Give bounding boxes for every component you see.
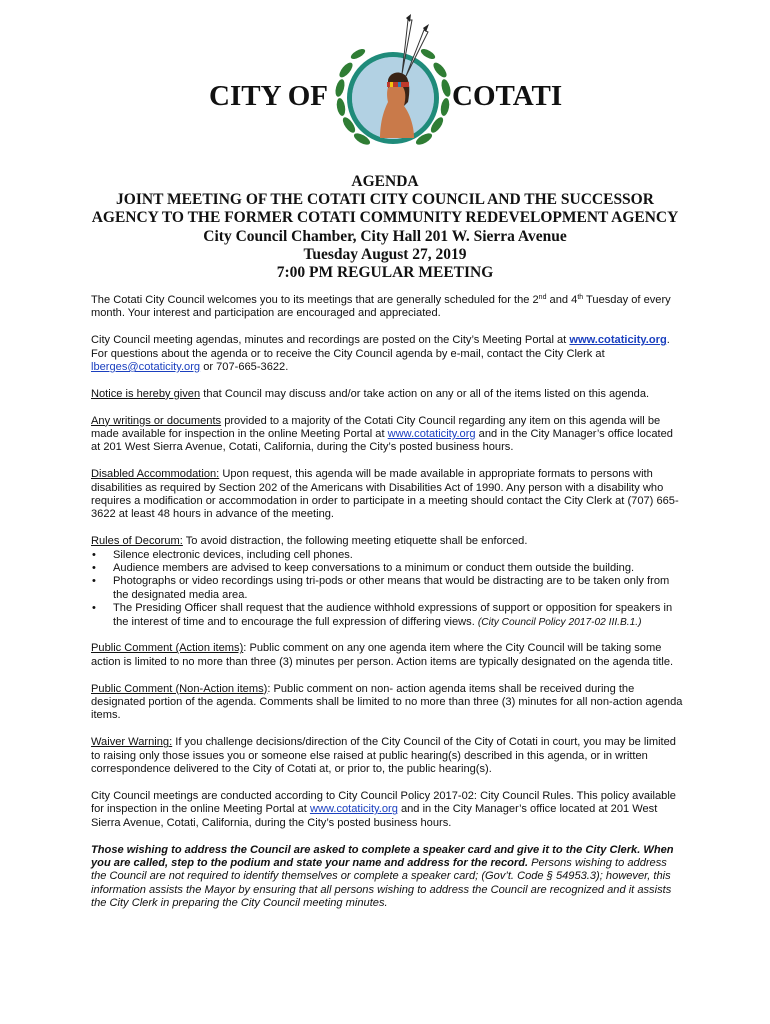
portal-paragraph: City Council meeting agendas, minutes and recordings are posted on the City’s Meeting Portal at www.cotaticity.org. For questions about the agenda or to receive the City Council agenda by e-mail, contact the City Clerk at lberges@cotaticity.org or 707-665-3622.	[91, 334, 670, 374]
bullet-icon: •	[92, 548, 96, 561]
disabled-accommodation-paragraph: Disabled Accommodation: Upon request, this agenda will be made available in appropriate formats to persons with disabilities as required by Section 202 of the Americans with Disabilities Act of 1990. Any person with a disability who requires a modification or accommodation in order to participate in a meeting should contact the City Clerk at (707) 665-3622 at least 48 hours in advance of the meeting.	[91, 468, 679, 521]
writings-paragraph: Any writings or documents provided to a majority of the Cotati City Council regarding any item on this agenda will be made available for inspection in the online Meeting Portal at www.cotaticity.org and in the City Manager’s office located at 201 West Sierra Avenue, Cotati, California, during the City’s posted business hours.	[91, 414, 673, 454]
policy-portal-link[interactable]: www.cotaticity.org	[309, 803, 398, 816]
public-comment-nonaction-paragraph: Public Comment (Non-Action items): Public comment on non- action agenda items shall be received during the designated portion of the agenda. Comments shall be limited to no more than three (3) minutes for all non-action agenda items.	[91, 682, 683, 722]
list-item: • Audience members are advised to keep conversations to a minimum or conduct them outside the building.	[92, 562, 635, 575]
meeting-location: City Council Chamber, City Hall 201 W. Sierra Avenue	[203, 227, 567, 245]
decorum-list	[91, 549, 683, 629]
meeting-title-line-2: AGENCY TO THE FORMER COTATI COMMUNITY REDEVELOPMENT AGENCY	[91, 209, 679, 227]
public-comment-action-paragraph: Public Comment (Action items): Public comment on any one agenda item where the City Council will be taking some action is limited to no more than three (3) minutes per person. Action items are typically designated on the agenda title.	[91, 642, 674, 668]
bullet-icon: •	[92, 602, 96, 615]
cotati-wordmark: COTATI	[452, 80, 563, 112]
intro-paragraph: The Cotati City Council welcomes you to its meetings that are generally scheduled for the 2nd and 4th Tuesday of every month. Your interest and participation are encouraged and appreciated.	[91, 294, 671, 320]
meeting-portal-link[interactable]: www.cotaticity.org	[569, 334, 667, 347]
agenda-body	[91, 294, 683, 924]
waiver-warning-paragraph: Waiver Warning: If you challenge decisions/direction of the City Council of the City of Cotati in court, you may be limited to raising only those issues you or someone else raised at public hearing(s) described in this agenda, or in written correspondence delivered to the City of Cotati at, or prior to, the public hearing(s).	[91, 736, 676, 776]
city-of-wordmark: CITY OF	[209, 80, 328, 112]
list-item: • The Presiding Officer shall request that the audience withhold expressions of support or opposition for speakers in the interest of time and to encourage the full expression of differing views. (City Council Policy 2017-02 III.B.1.)	[92, 602, 673, 628]
decorum-paragraph: Rules of Decorum: To avoid distraction, the following meeting etiquette shall be enforced.	[91, 535, 528, 548]
agenda-header	[60, 173, 710, 282]
council-policy-paragraph: City Council meetings are conducted according to City Council Policy 2017-02: City Council Rules. This policy available for inspection in the online Meeting Portal at www.cotaticity.org and in the City Manager’s office located at 201 West Sierra Avenue, Cotati, California, during the City’s posted business hours.	[91, 789, 676, 829]
meeting-title-line-1: JOINT MEETING OF THE COTATI CITY COUNCIL AND THE SUCCESSOR	[116, 191, 654, 209]
city-clerk-email-link[interactable]: lberges@cotaticity.org	[91, 361, 201, 374]
notice-paragraph: Notice is hereby given that Council may discuss and/or take action on any or all of the items listed on this agenda.	[91, 387, 650, 400]
meeting-date: Tuesday August 27, 2019	[303, 245, 467, 263]
city-seal-icon	[332, 10, 454, 160]
letterhead	[0, 0, 770, 170]
agenda-title: AGENDA	[351, 173, 419, 190]
list-item: • Silence electronic devices, including cell phones.	[92, 548, 353, 561]
list-item: • Photographs or video recordings using tri-pods or other means that would be distracting are to be taken only from the designated media area.	[92, 575, 670, 601]
bullet-icon: •	[92, 562, 96, 575]
meeting-time: 7:00 PM REGULAR MEETING	[276, 264, 494, 282]
speaker-card-paragraph: Those wishing to address the Council are asked to complete a speaker card and give it to the City Clerk. When you are called, step to the podium and state your name and address for the record. Persons wishing to address the Council are not required to identify themselves or complete a speaker card; (Gov’t. Code § 54953.3); however, this information assists the Mayor by ensuring that all persons wishing to address the Council are recognized and it assists the City Clerk in preparing the City Council meeting minutes.	[91, 843, 674, 910]
writings-portal-link[interactable]: www.cotaticity.org	[387, 428, 476, 441]
bullet-icon: •	[92, 575, 96, 588]
policy-reference: (City Council Policy 2017-02 III.B.1.)	[477, 616, 642, 628]
